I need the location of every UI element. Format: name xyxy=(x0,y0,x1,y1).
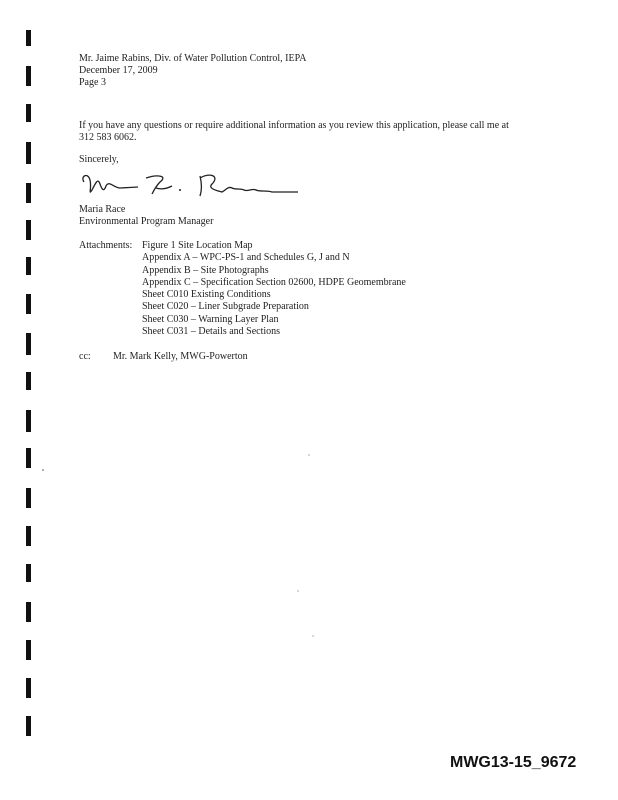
attachment-item: Sheet C010 Existing Conditions xyxy=(142,289,271,301)
attachment-item: Sheet C030 – Warning Layer Plan xyxy=(142,313,279,325)
attachment-item: Appendix C – Specification Section 02600, HDPE Geomembrane xyxy=(142,276,406,288)
signer-title: Environmental Program Manager xyxy=(79,216,214,227)
attachments-list xyxy=(142,240,406,338)
attachment-item: Sheet C031 – Details and Sections xyxy=(142,326,281,338)
body-paragraph xyxy=(79,120,549,144)
closing-salutation: Sincerely, xyxy=(79,154,119,165)
signer-block xyxy=(79,204,213,228)
handwritten-signature xyxy=(76,168,306,204)
paragraph-line-1: If you have any questions or require additional information as you review this application, please call me at xyxy=(79,120,509,131)
attachments-label: Attachments: xyxy=(79,240,133,251)
signer-name: Maria Race xyxy=(79,204,126,215)
attachment-item: Appendix A – WPC-PS-1 and Schedules G, J and N xyxy=(142,252,350,264)
letter-date: December 17, 2009 xyxy=(79,65,158,76)
letter-header xyxy=(79,53,306,89)
cc-recipient: Mr. Mark Kelly, MWG-Powerton xyxy=(113,351,248,362)
document-id-stamp: MWG13-15_9672 xyxy=(450,754,577,771)
attachment-item: Figure 1 Site Location Map xyxy=(142,240,253,251)
recipient-line: Mr. Jaime Rabins, Div. of Water Pollution Control, IEPA xyxy=(79,53,307,64)
attachment-item: Appendix B – Site Photographs xyxy=(142,264,269,276)
attachment-item: Sheet C020 – Liner Subgrade Preparation xyxy=(142,301,309,313)
paragraph-line-2: 312 583 6062. xyxy=(79,132,137,143)
punch-hole-marks xyxy=(0,0,60,800)
cc-label: cc: xyxy=(79,351,91,362)
page-number: Page 3 xyxy=(79,77,106,88)
